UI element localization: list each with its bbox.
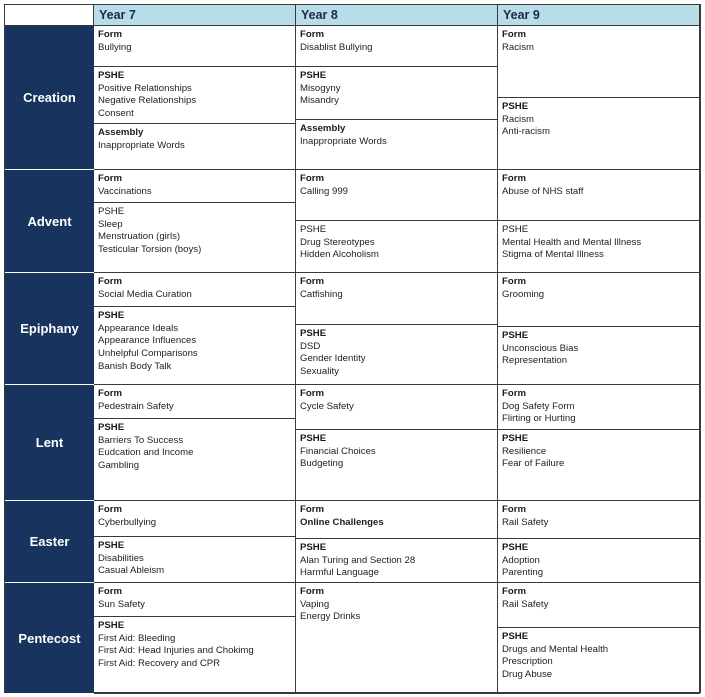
cell-creation-y7-assembly: [94, 124, 296, 170]
topic-item: Resilience: [502, 445, 547, 457]
topic-item: Budgeting: [300, 458, 344, 470]
cell-heading: PSHE: [300, 328, 327, 339]
topic-item: Stigma of Mental Illness: [502, 249, 604, 261]
topic-item: Vaccinations: [98, 185, 152, 197]
cell-easter-y7-form: [94, 501, 296, 537]
cell-easter-y9-pshe: [498, 539, 700, 583]
cell-heading: PSHE: [502, 330, 529, 341]
topic-item: Eudcation and Income: [98, 447, 194, 459]
cell-pentecost-y7-form: [94, 583, 296, 617]
topic-item: Drug Abuse: [502, 669, 553, 681]
topic-item: Appearance Ideals: [98, 322, 179, 334]
cell-advent-y8-form: [296, 170, 498, 221]
term-pentecost: Pentecost: [5, 583, 94, 694]
term-epiphany: Epiphany: [5, 273, 94, 385]
cell-lent-y8-pshe: [296, 430, 498, 501]
topic-item: Disabilities: [98, 552, 144, 564]
topic-item: Gender Identity: [300, 353, 366, 365]
cell-easter-y9-form: [498, 501, 700, 539]
topic-item: Abuse of NHS staff: [502, 185, 584, 197]
topic-item: Prescription: [502, 656, 553, 668]
cell-heading: PSHE: [502, 542, 529, 553]
cell-heading: PSHE: [502, 631, 529, 642]
topic-item: Negative Relationships: [98, 95, 197, 107]
cell-heading: PSHE: [300, 224, 327, 235]
topic-item: Rail Safety: [502, 598, 549, 610]
topic-item: Catfishing: [300, 288, 343, 300]
topic-item: Rail Safety: [502, 516, 549, 528]
topic-item: Anti-racism: [502, 126, 550, 138]
topic-item: Sun Safety: [98, 598, 145, 610]
topic-item: Adoption: [502, 554, 540, 566]
topic-item: Casual Ableism: [98, 565, 165, 577]
cell-epiphany-y9-form: [498, 273, 700, 327]
topic-item: Sexuality: [300, 366, 339, 378]
topic-item: Positive Relationships: [98, 82, 192, 94]
topic-item: Parenting: [502, 567, 544, 579]
topic-item: First Aid: Bleeding: [98, 632, 176, 644]
topic-item: Testicular Torsion (boys): [98, 244, 202, 256]
topic-item: Mental Health and Mental Illness: [502, 236, 642, 248]
cell-lent-y9-pshe: [498, 430, 700, 501]
topic-item: Gambling: [98, 460, 140, 472]
cell-creation-y9-form: [498, 26, 700, 98]
topic-item: Inappropriate Words: [98, 139, 185, 151]
cell-heading: PSHE: [502, 101, 529, 112]
cell-heading: PSHE: [98, 310, 125, 321]
topic-item: Menstruation (girls): [98, 231, 181, 243]
cell-pentecost-y9-form: [498, 583, 700, 628]
topic-item: Representation: [502, 355, 568, 367]
cell-pentecost-y9-pshe: [498, 628, 700, 694]
cell-easter-y8-pshe: [296, 539, 498, 583]
cell-pentecost-y8-form: [296, 583, 498, 694]
topic-item: Misandry: [300, 95, 339, 107]
topic-item: Calling 999: [300, 185, 349, 197]
cell-epiphany-y9-pshe: [498, 327, 700, 385]
cell-heading: Form: [98, 276, 122, 287]
cell-epiphany-y8-form: [296, 273, 498, 325]
topic-item: Racism: [502, 113, 534, 125]
cell-advent-y9-form: [498, 170, 700, 221]
topic-item: Appearance Influences: [98, 335, 197, 347]
cell-heading: Form: [502, 29, 526, 40]
topic-item: Vaping: [300, 598, 330, 610]
cell-epiphany-y8-pshe: [296, 325, 498, 385]
topic-item: Racism: [502, 41, 534, 53]
cell-heading: Assembly: [300, 123, 346, 134]
cell-heading: PSHE: [300, 542, 327, 553]
cell-heading: Form: [502, 504, 526, 515]
cell-pentecost-y7-pshe: [94, 617, 296, 694]
cell-lent-y7-form: [94, 385, 296, 419]
topic-item: Pedestrain Safety: [98, 400, 174, 412]
topic-item: Online Challenges: [300, 516, 384, 528]
cell-heading: PSHE: [98, 540, 125, 551]
topic-item: First Aid: Head Injuries and Chokimg: [98, 645, 254, 657]
cell-heading: Form: [502, 586, 526, 597]
header-corner: [5, 5, 94, 26]
cell-heading: Form: [502, 276, 526, 287]
cell-creation-y7-pshe: [94, 67, 296, 124]
topic-item: Barriers To Success: [98, 434, 184, 446]
cell-creation-y8-assembly: [296, 120, 498, 170]
topic-item: Consent: [98, 108, 134, 120]
header-year-9: Year 9: [498, 5, 700, 26]
cell-lent-y8-form: [296, 385, 498, 430]
cell-advent-y8-pshe: [296, 221, 498, 273]
cell-lent-y9-form: [498, 385, 700, 430]
topic-item: Unconscious Bias: [502, 342, 579, 354]
cell-heading: Form: [502, 173, 526, 184]
topic-item: DSD: [300, 340, 321, 352]
curriculum-table: [4, 4, 701, 693]
topic-item: Hidden Alcoholism: [300, 249, 379, 261]
cell-heading: Form: [300, 504, 324, 515]
cell-advent-y9-pshe: [498, 221, 700, 273]
topic-item: Banish Body Talk: [98, 360, 172, 372]
cell-heading: Form: [98, 388, 122, 399]
header-year-8: Year 8: [296, 5, 498, 26]
topic-item: Fear of Failure: [502, 458, 565, 470]
term-lent: Lent: [5, 385, 94, 501]
cell-heading: Form: [98, 173, 122, 184]
cell-heading: Form: [300, 173, 324, 184]
topic-item: Disablist Bullying: [300, 41, 373, 53]
cell-creation-y7-form: [94, 26, 296, 67]
cell-heading: PSHE: [300, 433, 327, 444]
cell-heading: PSHE: [98, 206, 125, 217]
cell-epiphany-y7-form: [94, 273, 296, 307]
cell-epiphany-y7-pshe: [94, 307, 296, 385]
topic-item: Alan Turing and Section 28: [300, 554, 416, 566]
cell-easter-y8-form: [296, 501, 498, 539]
cell-easter-y7-pshe: [94, 537, 296, 583]
cell-heading: PSHE: [300, 70, 327, 81]
topic-item: Drugs and Mental Health: [502, 643, 609, 655]
topic-item: Energy Drinks: [300, 611, 361, 623]
cell-heading: PSHE: [502, 433, 529, 444]
topic-item: Bullying: [98, 41, 132, 53]
cell-lent-y7-pshe: [94, 419, 296, 501]
term-easter: Easter: [5, 501, 94, 583]
cell-heading: PSHE: [502, 224, 529, 235]
topic-item: Social Media Curation: [98, 288, 192, 300]
cell-advent-y7-form: [94, 170, 296, 203]
topic-item: Misogyny: [300, 82, 341, 94]
cell-heading: Form: [300, 276, 324, 287]
cell-creation-y9-pshe: [498, 98, 700, 170]
cell-creation-y8-pshe: [296, 67, 498, 120]
cell-creation-y8-form: [296, 26, 498, 67]
term-advent: Advent: [5, 170, 94, 273]
cell-heading: PSHE: [98, 620, 125, 631]
cell-heading: Form: [300, 586, 324, 597]
cell-heading: Form: [98, 29, 122, 40]
cell-heading: Form: [98, 504, 122, 515]
cell-advent-y7-pshe: [94, 203, 296, 273]
topic-item: Cycle Safety: [300, 400, 354, 412]
topic-item: First Aid: Recovery and CPR: [98, 658, 221, 670]
term-creation: Creation: [5, 26, 94, 170]
cell-heading: PSHE: [98, 70, 125, 81]
topic-item: Cyberbullying: [98, 516, 157, 528]
topic-item: Unhelpful Comparisons: [98, 348, 198, 360]
cell-heading: PSHE: [98, 422, 125, 433]
topic-item: Dog Safety Form: [502, 400, 575, 412]
cell-heading: Form: [98, 586, 122, 597]
topic-item: Inappropriate Words: [300, 135, 387, 147]
topic-item: Drug Stereotypes: [300, 236, 375, 248]
cell-heading: Form: [502, 388, 526, 399]
topic-item: Financial Choices: [300, 445, 376, 457]
topic-item: Grooming: [502, 288, 545, 300]
topic-item: Sleep: [98, 218, 123, 230]
topic-item: Flirting or Hurting: [502, 413, 576, 425]
cell-heading: Form: [300, 29, 324, 40]
cell-heading: Assembly: [98, 127, 144, 138]
topic-item: Harmful Language: [300, 567, 379, 579]
header-year-7: Year 7: [94, 5, 296, 26]
cell-heading: Form: [300, 388, 324, 399]
